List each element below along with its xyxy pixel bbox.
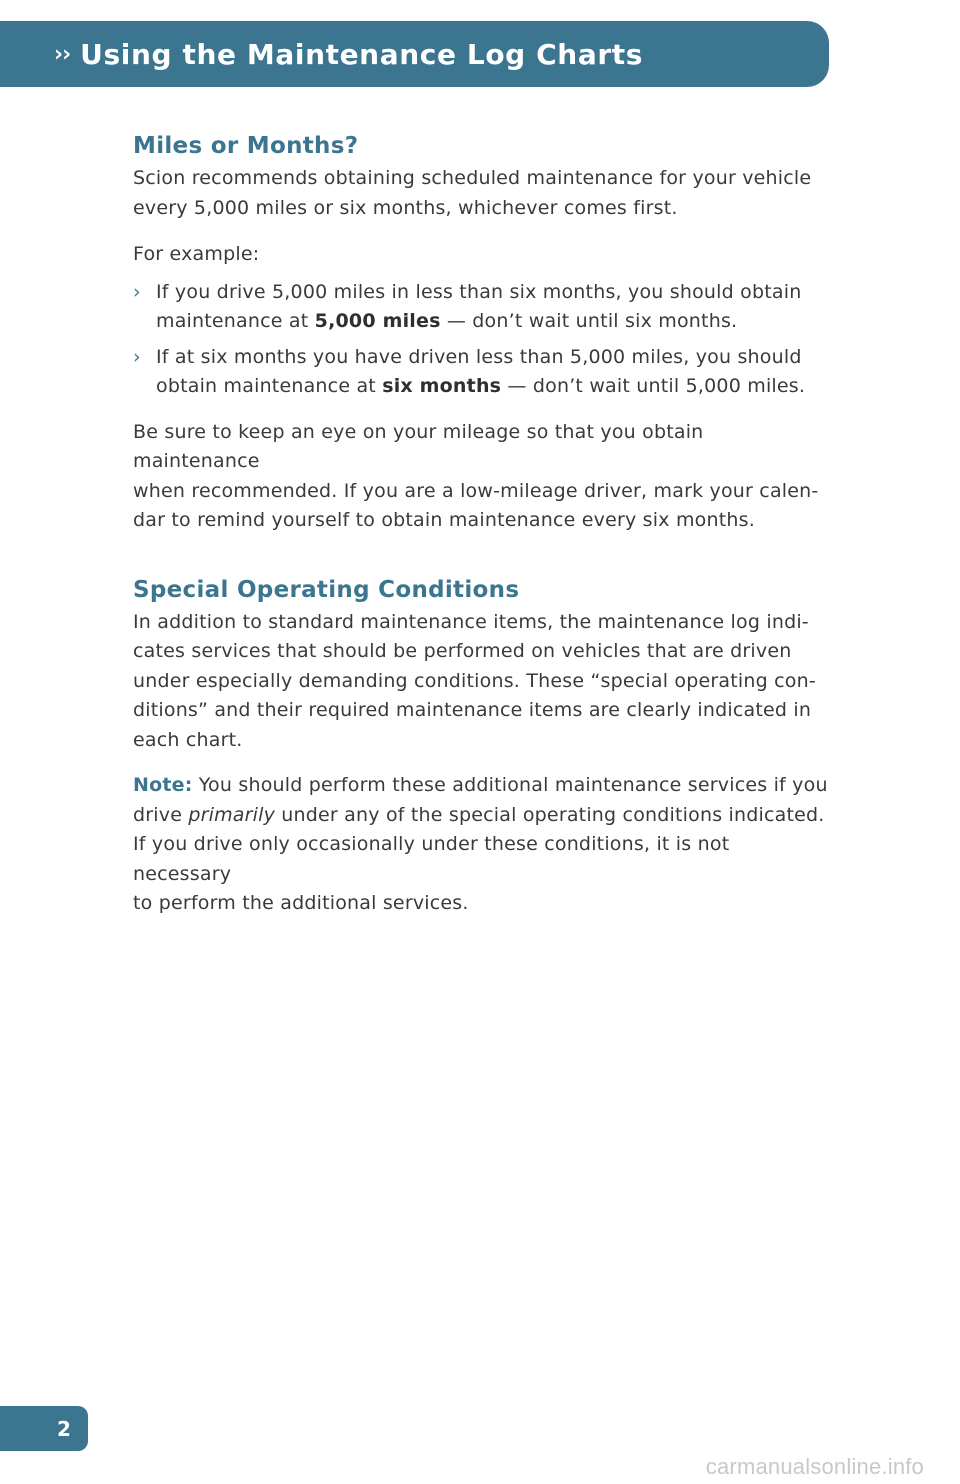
double-chevron-icon: ›› bbox=[54, 41, 71, 67]
intro-paragraph bbox=[133, 164, 833, 223]
text-line: Be sure to keep an eye on your mileage so that you obtain maintenance bbox=[133, 420, 704, 472]
text-line: — don’t wait until 5,000 miles. bbox=[501, 375, 806, 397]
emphasis-5000-miles: 5,000 miles bbox=[314, 310, 441, 332]
text-line: dar to remind yourself to obtain maintenance every six months. bbox=[133, 509, 755, 531]
note-label: Note: bbox=[133, 774, 193, 796]
text-line: ditions” and their required maintenance items are clearly indicated in bbox=[133, 699, 812, 721]
text-line: under any of the special operating conditions indicated. bbox=[275, 803, 825, 826]
text-line: If at six months you have driven less than 5,000 miles, you should bbox=[156, 345, 802, 368]
section-header-bar bbox=[0, 21, 829, 87]
example-label: For example: bbox=[133, 243, 260, 265]
heading-special-operating-conditions: Special Operating Conditions bbox=[133, 576, 520, 603]
text-line: each chart. bbox=[133, 728, 243, 751]
text-line: when recommended. If you are a low-mileage driver, mark your calen- bbox=[133, 479, 819, 502]
text-line: drive bbox=[133, 803, 189, 826]
bullet-marker-icon: › bbox=[133, 280, 141, 303]
emphasis-six-months: six months bbox=[382, 375, 502, 397]
bullet-item-miles bbox=[133, 278, 833, 337]
heading-miles-or-months: Miles or Months? bbox=[133, 133, 359, 159]
note-paragraph bbox=[133, 771, 833, 919]
text-line: If you drive only occasionally under these conditions, it is not necessary bbox=[133, 833, 730, 885]
text-line: If you drive 5,000 miles in less than six months, you should obtain bbox=[156, 280, 802, 303]
bullet-marker-icon: › bbox=[133, 345, 141, 368]
page-number-tab bbox=[0, 1406, 88, 1451]
text-line: — don’t wait until six months. bbox=[440, 310, 738, 332]
text-line: to perform the additional services. bbox=[133, 892, 469, 914]
watermark: carmanualsonline.info bbox=[705, 1454, 924, 1479]
bullet-item-months bbox=[133, 343, 833, 402]
text-line: You should perform these additional maintenance services if you bbox=[192, 774, 828, 796]
page-number: 2 bbox=[57, 1416, 71, 1441]
text-line: under especially demanding conditions. These “special operating con- bbox=[133, 669, 816, 692]
text-line: maintenance at bbox=[156, 310, 315, 332]
special-conditions-paragraph bbox=[133, 608, 833, 756]
text-line: Scion recommends obtaining scheduled maintenance for your vehicle bbox=[133, 167, 812, 189]
text-line: cates services that should be performed on vehicles that are driven bbox=[133, 640, 792, 662]
text-line: every 5,000 miles or six months, whichever comes first. bbox=[133, 196, 678, 219]
text-line: obtain maintenance at bbox=[156, 375, 383, 397]
emphasis-primarily: primarily bbox=[188, 803, 276, 826]
closing-paragraph bbox=[133, 418, 833, 536]
page-title: Using the Maintenance Log Charts bbox=[80, 37, 643, 71]
text-line: In addition to standard maintenance items, the maintenance log indi- bbox=[133, 610, 809, 633]
main-content bbox=[133, 128, 833, 919]
